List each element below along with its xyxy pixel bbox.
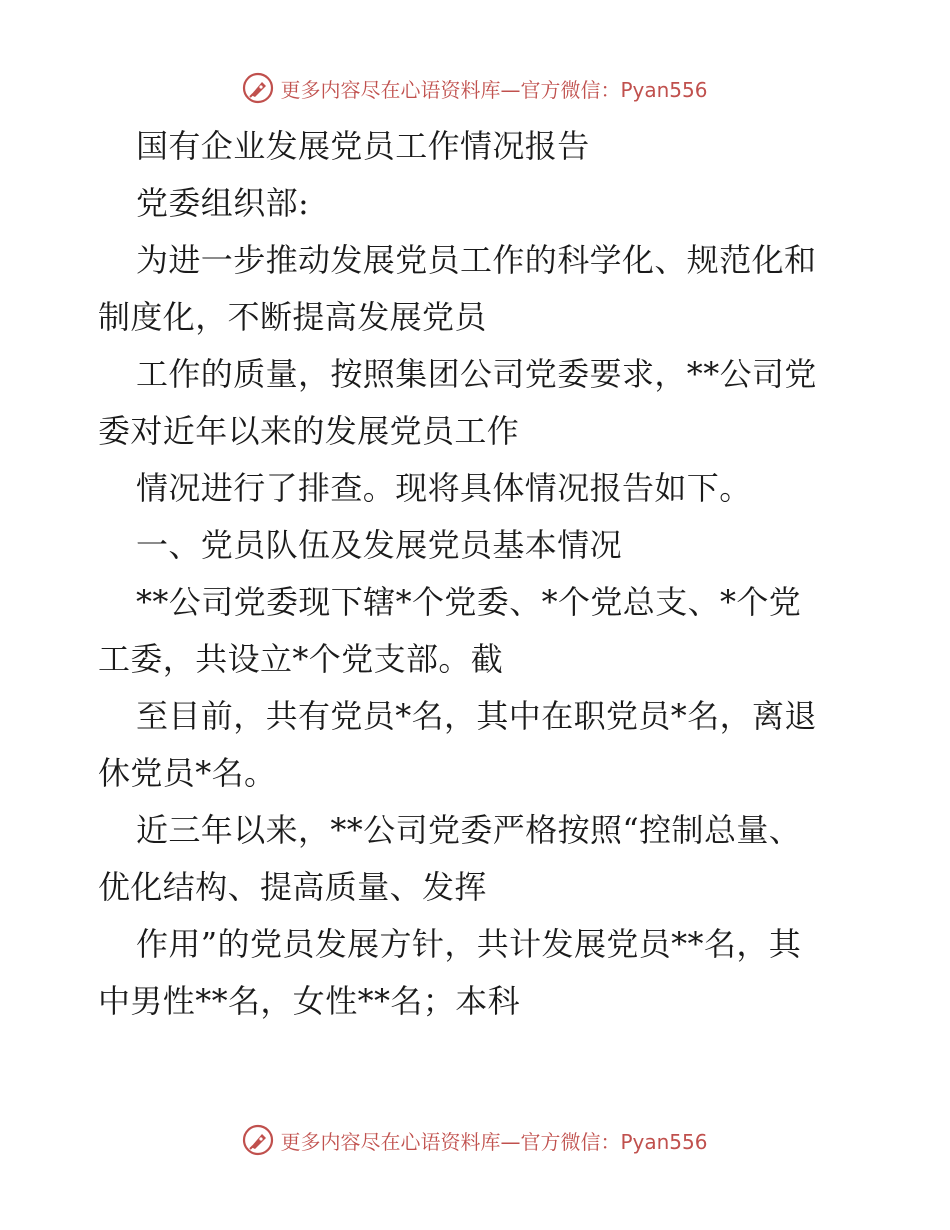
paragraph-line: 至目前，共有党员*名，其中在职党员*名，离退 bbox=[136, 697, 817, 735]
header-watermark bbox=[0, 72, 950, 104]
pen-nib-logo-icon bbox=[242, 72, 274, 104]
section-heading: 一、党员队伍及发展党员基本情况 bbox=[136, 526, 623, 564]
footer-watermark bbox=[0, 1124, 950, 1156]
paragraph-line: 休党员*名。 bbox=[98, 754, 277, 792]
paragraph-line: 委对近年以来的发展党员工作 bbox=[98, 412, 520, 450]
paragraph-line: **公司党委现下辖*个党委、*个党总支、*个党 bbox=[136, 583, 802, 621]
paragraph-line: 中男性**名，女性**名；本科 bbox=[98, 982, 521, 1020]
paragraph-line: 作用”的党员发展方针，共计发展党员**名，其 bbox=[136, 925, 802, 963]
document-title: 国有企业发展党员工作情况报告 bbox=[136, 127, 590, 165]
paragraph-line: 近三年以来，**公司党委严格按照“控制总量、 bbox=[136, 811, 802, 849]
document-body bbox=[98, 118, 858, 1030]
paragraph-line: 党委组织部: bbox=[136, 184, 310, 222]
paragraph-line: 制度化，不断提高发展党员 bbox=[98, 298, 487, 336]
paragraph-line: 工作的质量，按照集团公司党委要求，**公司党 bbox=[136, 355, 817, 393]
watermark-text: 更多内容尽在心语资料库—官方微信：Pyan556 bbox=[280, 77, 708, 102]
pen-nib-logo-icon bbox=[242, 1124, 274, 1156]
paragraph-line: 优化结构、提高质量、发挥 bbox=[98, 868, 487, 906]
watermark-text: 更多内容尽在心语资料库—官方微信：Pyan556 bbox=[280, 1129, 708, 1154]
paragraph-line: 工委，共设立*个党支部。截 bbox=[98, 640, 504, 678]
paragraph-line: 情况进行了排查。现将具体情况报告如下。 bbox=[136, 469, 752, 507]
paragraph-line: 为进一步推动发展党员工作的科学化、规范化和 bbox=[136, 241, 817, 279]
